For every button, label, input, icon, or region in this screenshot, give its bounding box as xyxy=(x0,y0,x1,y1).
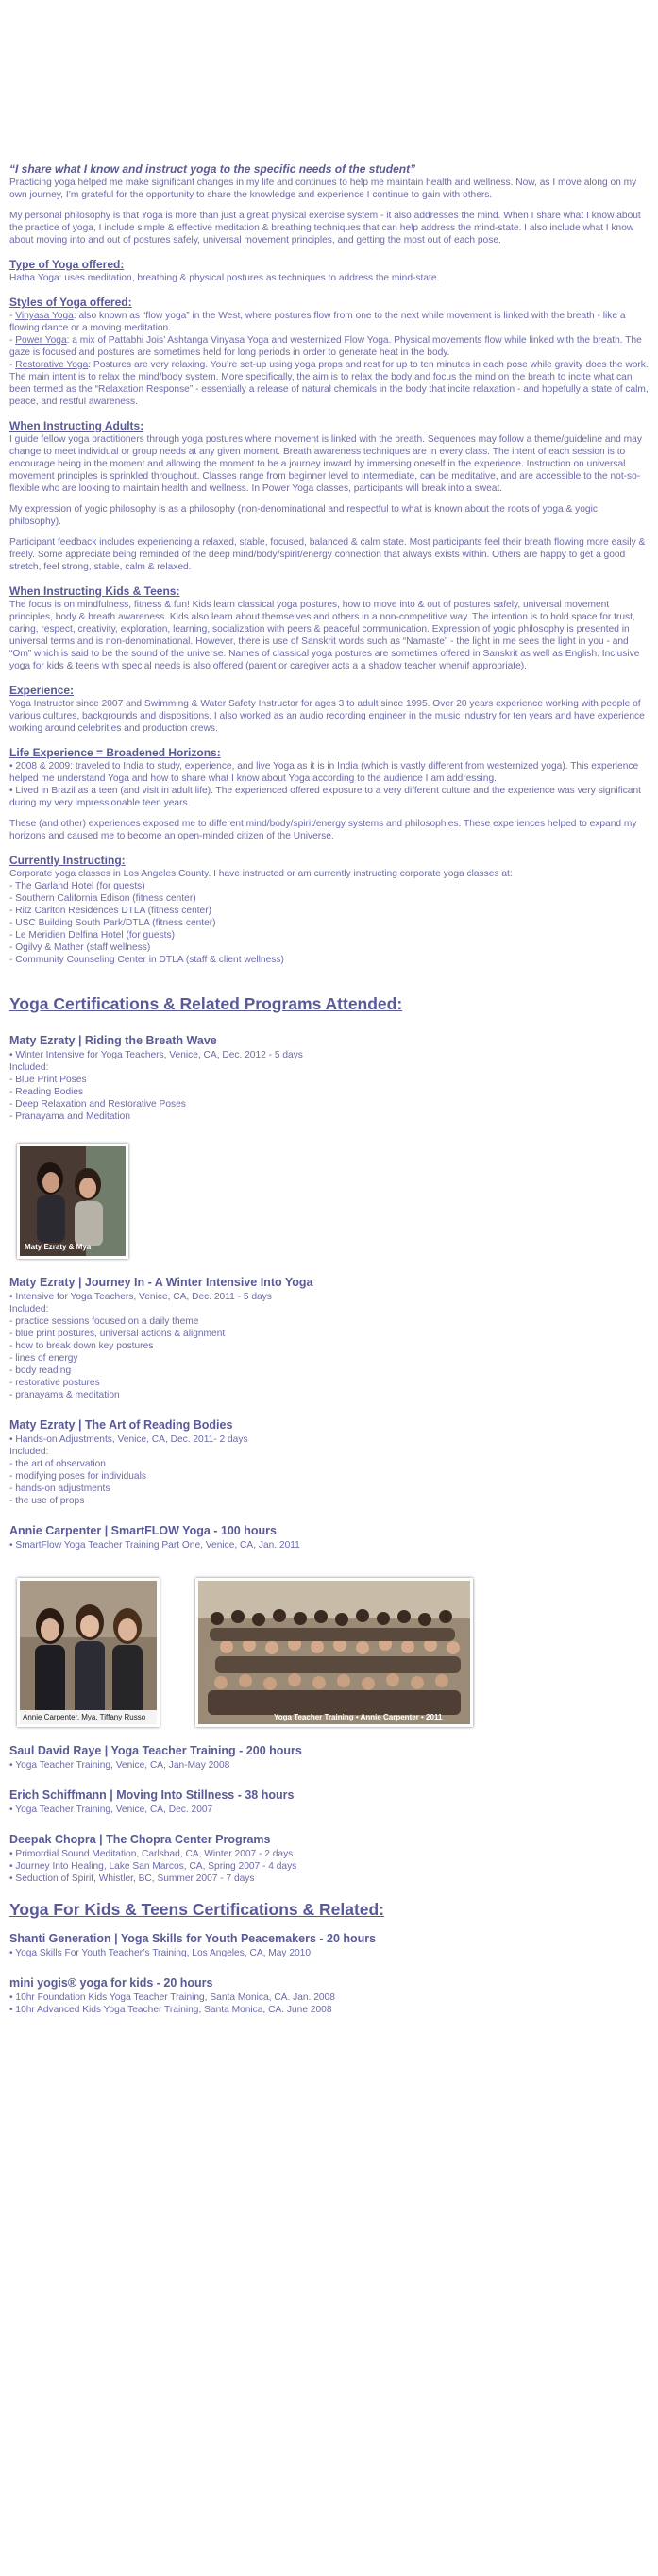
adults-heading: When Instructing Adults: xyxy=(9,419,144,432)
program-line: - the use of props xyxy=(9,1496,85,1506)
program-line: - hands-on adjustments xyxy=(9,1483,110,1494)
program-line: - blue print postures, universal actions & alignment xyxy=(9,1329,226,1339)
program-title: Maty Ezraty | The Art of Reading Bodies xyxy=(9,1418,233,1432)
life-heading: Life Experience = Broadened Horizons: xyxy=(9,746,221,759)
program-line: • Intensive for Yoga Teachers, Venice, CA, Dec. 2011 - 5 days xyxy=(9,1292,272,1302)
program-line: - body reading xyxy=(9,1365,72,1376)
life-bullet-2: • Lived in Brazil as a teen (and visit in adult life). The experienced offered exposure to a very different culture and the experience was very significant during my very impressionable teen years. xyxy=(9,786,641,808)
program-line: • Winter Intensive for Yoga Teachers, Venice, CA, Dec. 2012 - 5 days xyxy=(9,1050,303,1060)
adults-paragraph-1: I guide fellow yoga practitioners through yoga postures where movement is linked with the breath. Sequences may follow a theme/guideline and may change to meet individual or group needs at any given moment. Breath awareness techniques are in every class. The intent of each session is to encourage being in the moment and allowing the moment to be a journey inward by immersing oneself in the experience. Instruction on universal movement principles is sprinkled throughout. Classes range from beginner level to intermediate, can be meditative, and are accessible to the not-so-flexible who are looking to maintain health and wellness. In Power Yoga classes, participants will break into a sweat. xyxy=(9,434,642,494)
program-line: - restorative postures xyxy=(9,1378,100,1388)
program-line: • Seduction of Spirit, Whistler, BC, Summer 2007 - 7 days xyxy=(9,1873,255,1884)
photo-annie-carpenter[interactable] xyxy=(17,1578,160,1727)
program-line: • Yoga Teacher Training, Venice, CA, Jan-May 2008 xyxy=(9,1760,230,1771)
photo-maty-ezraty[interactable] xyxy=(17,1144,128,1259)
styles-heading: Styles of Yoga offered: xyxy=(9,296,132,309)
list-item: - Community Counseling Center in DTLA (staff & client wellness) xyxy=(9,955,284,965)
program-line: • Hands-on Adjustments, Venice, CA, Dec. 2011- 2 days xyxy=(9,1434,248,1445)
photo-teacher-training-group[interactable] xyxy=(195,1578,473,1727)
power-text: : a mix of Pattabhi Jois’ Ashtanga Vinyasa Yoga and westernized Flow Yoga. Physical movements flow while linked with the breath. The gaze is focused and postures are sometimes held for long periods in order to generate heat in the body. xyxy=(9,335,642,358)
program-line: - practice sessions focused on a daily theme xyxy=(9,1316,199,1327)
program-line: • Yoga Teacher Training, Venice, CA, Dec. 2007 xyxy=(9,1805,213,1815)
certs-heading: Yoga Certifications & Related Programs Attended: xyxy=(9,994,403,1013)
adults-paragraph-3: Participant feedback includes experiencing a relaxed, stable, focused, balanced & calm state. Most participants feel their breath flowing more easily & freely. Some appreciate being reminded of the deep mind/body/spirit/energy connection that always exists within. Others are happy to get a good stretch, feel strong, stable, calm & relaxed. xyxy=(9,537,646,572)
power-link[interactable]: Power Yoga xyxy=(15,335,67,346)
style-vinyasa: - Vinyasa Yoga: also known as “flow yoga” in the West, where postures flow from one to the next while movement is linked with the breath - like a flowing dance or a moving meditation. xyxy=(9,311,626,333)
program-line: Included: xyxy=(9,1447,49,1457)
intro-quote: “I share what I know and instruct yoga to the specific needs of the student” xyxy=(9,162,416,176)
program-line: - Reading Bodies xyxy=(9,1087,84,1097)
program-title: Maty Ezraty | Journey In - A Winter Intensive Into Yoga xyxy=(9,1276,313,1289)
kids-certs-heading: Yoga For Kids & Teens Certifications & Related: xyxy=(9,1900,385,1919)
list-item: - USC Building South Park/DTLA (fitness center) xyxy=(9,918,216,928)
program-title: Saul David Raye | Yoga Teacher Training - 200 hours xyxy=(9,1744,302,1757)
intro-paragraph-2: My personal philosophy is that Yoga is more than just a great physical exercise system - it also addresses the mind. When I share what I know about the practice of yoga, I include simple & effective meditation & breathing techniques that can help address the mind-state. I also include what I know about moving into and out of postures safely, universal movement principles, and getting the most out of each pose. xyxy=(9,211,641,246)
program-line: • Primordial Sound Meditation, Carlsbad, CA, Winter 2007 - 2 days xyxy=(9,1849,294,1859)
program-line: Included: xyxy=(9,1062,49,1073)
list-item: - Southern California Edison (fitness center) xyxy=(9,893,196,904)
program-line: Included: xyxy=(9,1304,49,1314)
program-line: • 10hr Advanced Kids Yoga Teacher Training, Santa Monica, CA. June 2008 xyxy=(9,2005,332,2015)
photo-image xyxy=(198,1581,470,1724)
adults-paragraph-2: My expression of yogic philosophy is as a philosophy (non-denominational and respectful to what is known about the roots of yoga & yogic philosophy). xyxy=(9,504,598,527)
restorative-link[interactable]: Restorative Yoga xyxy=(15,360,89,370)
list-item: - Le Meridien Delfina Hotel (for guests) xyxy=(9,930,175,941)
program-title: mini yogis® yoga for kids - 20 hours xyxy=(9,1976,213,1990)
program-line: - how to break down key postures xyxy=(9,1341,154,1351)
program-title: Erich Schiffmann | Moving Into Stillness - 38 hours xyxy=(9,1788,295,1802)
program-line: • Yoga Skills For Youth Teacher’s Training, Los Angeles, CA, May 2010 xyxy=(9,1948,312,1958)
style-restorative: - Restorative Yoga: Postures are very relaxing. You’re set-up using yoga props and rest for up to ten minutes in each pose while gravity does the work. The main intent is to relax the mind/body system. More specifically, the aim is to relax the body and focus the mind on the breath to incite what can been termed as the “Relaxation Response” - essentially a release of natural chemicals in the body that incite relaxation - and hopefully a state of calm, peace, and restful awareness. xyxy=(9,360,649,407)
program-title: Annie Carpenter | SmartFLOW Yoga - 100 hours xyxy=(9,1524,277,1537)
intro-paragraph-1: Practicing yoga helped me make significant changes in my life and continues to help me maintain health and wellness. Now, as I move along on my own journey, I’m grateful for the opportunity to share the knowledge and experience I continue to gain with others. xyxy=(9,178,637,200)
currently-heading: Currently Instructing: xyxy=(9,854,126,867)
list-item: - The Garland Hotel (for guests) xyxy=(9,881,145,891)
program-line: - Deep Relaxation and Restorative Poses xyxy=(9,1099,186,1110)
program-line: • 10hr Foundation Kids Yoga Teacher Training, Santa Monica, CA. Jan. 2008 xyxy=(9,1992,335,2003)
life-paragraph: These (and other) experiences exposed me to different mind/body/spirit/energy systems and philosophies. These experiences helped to expand my horizons and caused me to become an open-minded citizen of the Universe. xyxy=(9,819,637,841)
program-title: Maty Ezraty | Riding the Breath Wave xyxy=(9,1034,217,1047)
photo-row-2 xyxy=(17,1578,651,1727)
currently-intro: Corporate yoga classes in Los Angeles County. I have instructed or am currently instructing corporate yoga classes at: xyxy=(9,869,513,879)
kids-paragraph-1: The focus is on mindfulness, fitness & fun! Kids learn classical yoga postures, how to move into & out of postures safely, universal movement principles, body & breath awareness. Kids also learn about themselves and others in a non-competitive way. The intention is to hold space for trust, caring, respect, creativity, exploration, learning, socialization with peers & peaceful communication. Expression of yogic philosophy is presented in universal terms and is non-denominational. However, there is use of Sanskrit words such as “Namaste” - the light in me sees the light in you - and “Om” which is said to be the sound of the universe. Names of classical yoga postures are sometimes offered in Sanskrit as well as English. Inclusive yoga for kids & teens with special needs is also offered (parent or caregiver acts a a shadow teacher when/if appropriate). xyxy=(9,600,640,671)
photo-row-1 xyxy=(17,1144,651,1259)
photo-image xyxy=(20,1146,126,1256)
program-line: - Blue Print Poses xyxy=(9,1075,87,1085)
photo-caption: Yoga Teacher Training • Annie Carpenter • 2011 xyxy=(274,1713,443,1721)
program-title: Shanti Generation | Yoga Skills for Youth Peacemakers - 20 hours xyxy=(9,1932,377,1945)
restorative-text: : Postures are very relaxing. You’re set-up using yoga props and rest for up to ten minutes in each pose while gravity does the work. The main intent is to relax the mind/body system. More specifically, the aim is to relax the body and focus the mind on the breath to incite what can been termed as the “Relaxation Response” - essentially a release of natural chemicals in the body that incite relaxation - and hopefully a state of calm, peace, and restful awareness. xyxy=(9,360,649,407)
vinyasa-text: : also known as “flow yoga” in the West, where postures flow from one to the next while movement is linked with the breath - like a flowing dance or a moving meditation. xyxy=(9,311,626,333)
program-line: • Journey Into Healing, Lake San Marcos, CA, Spring 2007 - 4 days xyxy=(9,1861,297,1872)
photo-image xyxy=(20,1581,157,1724)
program-line: • SmartFlow Yoga Teacher Training Part One, Venice, CA, Jan. 2011 xyxy=(9,1540,300,1551)
program-line: - Pranayama and Meditation xyxy=(9,1111,130,1122)
program-title: Deepak Chopra | The Chopra Center Programs xyxy=(9,1833,271,1846)
style-power: - Power Yoga: a mix of Pattabhi Jois’ Ashtanga Vinyasa Yoga and westernized Flow Yoga. Physical movements flow while linked with the breath. The gaze is focused and postures are sometimes held for long periods in order to generate heat in the body. xyxy=(9,335,642,358)
list-item: - Ritz Carlton Residences DTLA (fitness center) xyxy=(9,906,212,916)
program-line: - modifying poses for individuals xyxy=(9,1471,146,1482)
program-line: - the art of observation xyxy=(9,1459,106,1469)
content-column xyxy=(9,163,651,2016)
kids-heading: When Instructing Kids & Teens: xyxy=(9,585,180,598)
program-line: - lines of energy xyxy=(9,1353,78,1364)
experience-paragraph: Yoga Instructor since 2007 and Swimming & Water Safety Instructor for ages 3 to adult since 1995. Over 20 years experience working with people of various cultures, backgrounds and dispositions. I also worked as an audio recording engineer in the music industry for ten years and have experience working around celebrities and production crews. xyxy=(9,699,645,734)
program-line: - pranayama & meditation xyxy=(9,1390,120,1400)
vinyasa-link[interactable]: Vinyasa Yoga xyxy=(15,311,74,321)
type-text: Hatha Yoga: uses meditation, breathing & physical postures as techniques to address the mind-state. xyxy=(9,273,440,283)
photo-caption: Annie Carpenter, Mya, Tiffany Russo xyxy=(20,1710,157,1724)
list-item: - Ogilvy & Mather (staff wellness) xyxy=(9,942,151,953)
experience-heading: Experience: xyxy=(9,684,75,697)
photo-caption: Maty Ezraty & Mya xyxy=(25,1243,92,1251)
life-bullet-1: • 2008 & 2009: traveled to India to study, experience, and live Yoga as it is in India (which is vastly different from westernized yoga). This experience helped me understand Yoga and how to share what I know about Yoga according to the audience I am addressing. xyxy=(9,761,639,784)
type-heading: Type of Yoga offered: xyxy=(9,258,125,271)
